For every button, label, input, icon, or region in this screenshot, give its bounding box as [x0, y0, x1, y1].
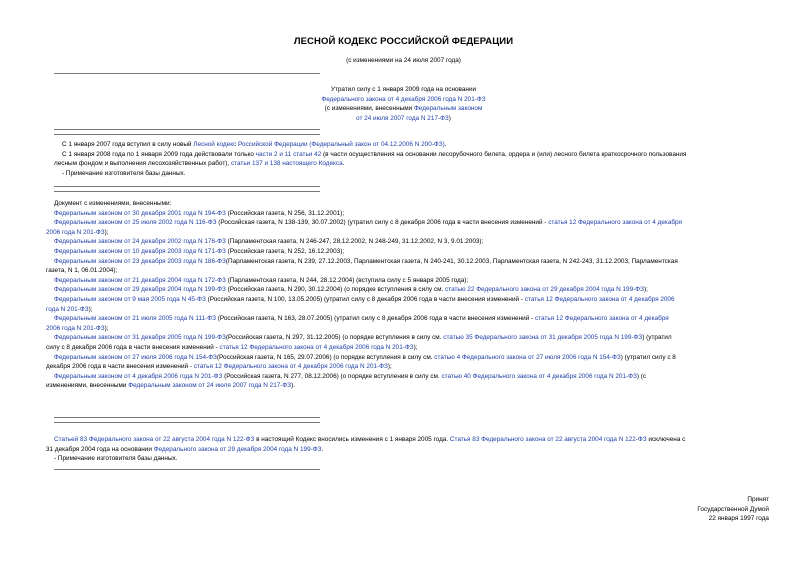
law-link[interactable]: от 24 июля 2007 года N 217-ФЗ — [356, 114, 449, 122]
text: (в части осуществления на основании лесорубочного билета, ордера и (или) лесного билета краткосрочного пользования — [321, 150, 687, 158]
editor-note-label: - Примечание изготовителя базы данных. — [62, 169, 186, 177]
law-link[interactable]: Федеральным законом от 23 декабря 2003 года N 186-ФЗ — [54, 257, 226, 265]
text: ) — [448, 114, 451, 122]
list-item — [54, 372, 784, 382]
text: ) (утратил силу с 8 — [620, 353, 676, 361]
list-item — [46, 362, 784, 372]
list-item — [54, 209, 784, 219]
editor-note-1 — [54, 140, 686, 178]
divider — [54, 191, 320, 192]
law-link[interactable]: Федеральным законом от 29 декабря 2004 года N 199-ФЗ — [54, 286, 226, 294]
law-link[interactable]: Статьей 83 Федерального закона от 22 августа 2004 года N 122-ФЗ — [54, 436, 255, 443]
law-link[interactable]: Федерального закона от 4 декабря 2006 года N 201-ФЗ — [321, 95, 486, 103]
law-link[interactable]: Федеральным законом — [413, 105, 483, 112]
text: ); — [104, 228, 109, 236]
list-item — [54, 285, 784, 295]
list-item — [54, 247, 784, 257]
list-item — [54, 237, 784, 247]
text: . — [444, 141, 447, 148]
text: (Российская газета, N 163, 28.07.2005) (утратил силу с 8 декабря 2006 года в части внесения изменений - — [215, 315, 535, 323]
law-link[interactable]: статью 22 Федерального закона от 29 декабря 2004 года N 199-ФЗ — [445, 286, 644, 294]
text: исключена с — [646, 436, 686, 443]
list-item — [46, 228, 784, 238]
law-link[interactable]: 2006 года N 201-ФЗ — [46, 228, 105, 236]
text: (Российская газета, N 290, 30.12.2004) (о порядке вступления в силу см. — [225, 286, 446, 294]
changes-intro: Документ с изменениями, внесенными: — [54, 200, 172, 207]
law-link[interactable]: Лесной кодекс Российской Федерации (Федеральный закон от 04.12.2006 N 200-ФЗ) — [193, 141, 445, 148]
law-link[interactable]: статью 4 Федерального закона от 27 июля 2006 года N 154-ФЗ — [434, 353, 621, 361]
text: (с изменениями, внесенными — [324, 105, 414, 112]
divider — [54, 134, 320, 135]
law-link[interactable]: статью 40 Федерального закона от 4 декабря 2006 года N 201-ФЗ — [441, 372, 637, 380]
text: (Российская газета, N 297, 31.12.2005) (о порядке вступления в силу см. — [225, 334, 444, 342]
law-link[interactable]: 2006 года N 201-ФЗ — [46, 324, 105, 332]
signature-line: Принят — [747, 496, 769, 503]
law-link[interactable]: Федеральным законом от 9 мая 2005 года N 45-ФЗ — [54, 295, 206, 303]
text: С 1 января 2008 года по 1 января 2009 года действовали только — [62, 150, 256, 158]
list-item — [46, 343, 784, 353]
text: . — [321, 445, 324, 453]
list-item — [54, 314, 784, 324]
text: изменениями, внесенными — [46, 382, 129, 390]
law-link[interactable]: Федеральным законом от 24 декабря 2002 года N 176-ФЗ — [54, 238, 226, 246]
text: (Российская газета, N 277, 08.12.2006) (о порядке вступления в силу см. — [222, 372, 442, 380]
text: 31 декабря 2004 года на основании — [46, 445, 154, 453]
text: ); — [88, 305, 93, 313]
text: ); — [413, 343, 418, 351]
text: (Парламентская газета, N 246-247, 28.12.2002, N 248-249, 31.12.2002, N 3, 9.01.2003); — [225, 238, 484, 246]
list-item — [54, 353, 784, 363]
text: ) (с — [636, 372, 647, 380]
law-link[interactable]: статья 12 Федерального закона от 4 декабря 2006 года N 201-ФЗ — [193, 363, 388, 371]
law-link[interactable]: Федеральным законом от 4 декабря 2006 года N 201-ФЗ — [54, 372, 223, 380]
text: . — [342, 160, 345, 168]
text: (Парламентская газета, N 244, 28.12.2004) (вступила силу с 5 января 2005 года); — [225, 276, 469, 284]
list-item — [46, 381, 784, 391]
divider — [54, 73, 320, 74]
law-link[interactable]: Федеральным законом от 24 июля 2007 года N 217-ФЗ — [128, 382, 292, 390]
law-link[interactable]: Федерального закона от 29 декабря 2004 года N 199-ФЗ — [153, 445, 322, 453]
divider — [54, 422, 320, 423]
text: в настоящий Кодекс вносились изменения с 1 января 2005 года. — [254, 436, 450, 443]
law-link[interactable]: части 2 и 11 статьи 42 — [255, 150, 322, 158]
text: газета, N 1, 06.01.2004); — [46, 267, 118, 275]
text: ). — [291, 382, 296, 390]
lost-force-note — [0, 85, 807, 123]
text: (Российская газета, N 100, 13.05.2005) (утратил силу с 8 декабря 2006 года в части внесения изменений - — [205, 295, 525, 303]
text: ); — [387, 363, 392, 371]
changes-list — [46, 199, 784, 391]
text: (Российская газета, N 252, 16.12.2003); — [225, 247, 345, 255]
law-link[interactable]: статьи 137 и 138 настоящего Кодекса — [230, 160, 343, 168]
divider — [54, 417, 320, 418]
text: (Российская газета, N 256, 31.12.2001); — [225, 209, 345, 217]
law-link[interactable]: статья 12 Федерального закона от 4 декабря — [534, 315, 669, 323]
law-link[interactable]: статья 12 Федерального закона от 4 декабря 2006 года N 201-ФЗ — [219, 343, 414, 351]
law-link[interactable]: статья 12 Федерального закона от 4 декабря — [548, 219, 682, 227]
list-item — [54, 218, 784, 228]
list-item — [54, 257, 784, 267]
divider — [54, 186, 320, 187]
signature-date: 22 января 1997 года — [708, 515, 769, 522]
signature-line: Государственной Думой — [697, 505, 769, 513]
law-link[interactable]: года N 201-ФЗ — [46, 305, 89, 313]
law-link[interactable]: Федеральным законом от 25 июля 2002 года N 116-ФЗ — [54, 219, 217, 227]
law-link[interactable]: Федеральным законом от 31 декабря 2005 года N 199-ФЗ — [54, 334, 226, 342]
document-title: ЛЕСНОЙ КОДЕКС РОССИЙСКОЙ ФЕДЕРАЦИИ — [293, 36, 514, 47]
list-item — [54, 276, 784, 286]
text: силу с 8 декабря 2006 года в части внесения изменений - — [46, 343, 220, 351]
text: ) (утратил — [642, 334, 672, 342]
text: декабря 2006 года в части внесения изменений - — [46, 363, 194, 371]
lost-force-line: Утратил силу с 1 января 2009 года на основании — [330, 86, 477, 93]
law-link[interactable]: Федеральным законом от 27 июля 2006 года N 154-ФЗ — [54, 353, 217, 361]
divider — [54, 129, 320, 130]
text: (Российская газета, N 165, 29.07.2006) (о порядке вступления в силу см. — [216, 353, 435, 361]
document-subtitle: (с изменениями на 24 июля 2007 года) — [346, 57, 461, 64]
list-item — [54, 333, 784, 343]
list-item — [54, 295, 784, 305]
list-item — [46, 324, 784, 334]
text: С 1 января 2007 года вступил в силу новый — [62, 141, 194, 148]
text: (Парламентская газета, N 239, 27.12.2003, Парламентская газета, N 240-241, 30.12.2003, Парламентская газета, N 242-243, 31.12.2003, Парламентская — [225, 257, 678, 265]
law-link[interactable]: статья 12 Федерального закона от 4 декабря 2006 — [524, 295, 675, 303]
law-link[interactable]: Федеральным законом от 30 декабря 2001 года N 194-ФЗ — [54, 209, 226, 217]
law-link[interactable]: Федеральным законом от 21 июля 2005 года N 111-ФЗ — [54, 315, 216, 323]
divider — [54, 469, 320, 470]
editor-note-2 — [46, 435, 686, 464]
law-link[interactable]: Статья 83 Федерального закона от 22 августа 2004 года N 122-ФЗ — [449, 436, 647, 443]
adoption-signature — [697, 495, 769, 524]
text: (Российская газета, N 138-139, 30.07.2002) (утратил силу с 8 декабря 2006 года в части внесения изменений - — [216, 219, 549, 227]
list-item — [46, 305, 784, 315]
law-link[interactable]: статью 35 Федерального закона от 31 декабря 2005 года N 199-ФЗ — [443, 334, 643, 342]
editor-note-label: - Примечание изготовителя базы данных. — [54, 455, 178, 463]
text: ); — [104, 324, 109, 332]
text: ); — [644, 286, 648, 294]
law-link[interactable]: Федеральным законом от 21 декабря 2004 года N 172-ФЗ — [54, 276, 226, 284]
text: лесным фондом и выполнения лесохозяйственных работ), — [54, 160, 231, 168]
law-link[interactable]: Федеральным законом от 10 декабря 2003 года N 171-ФЗ — [54, 247, 226, 255]
